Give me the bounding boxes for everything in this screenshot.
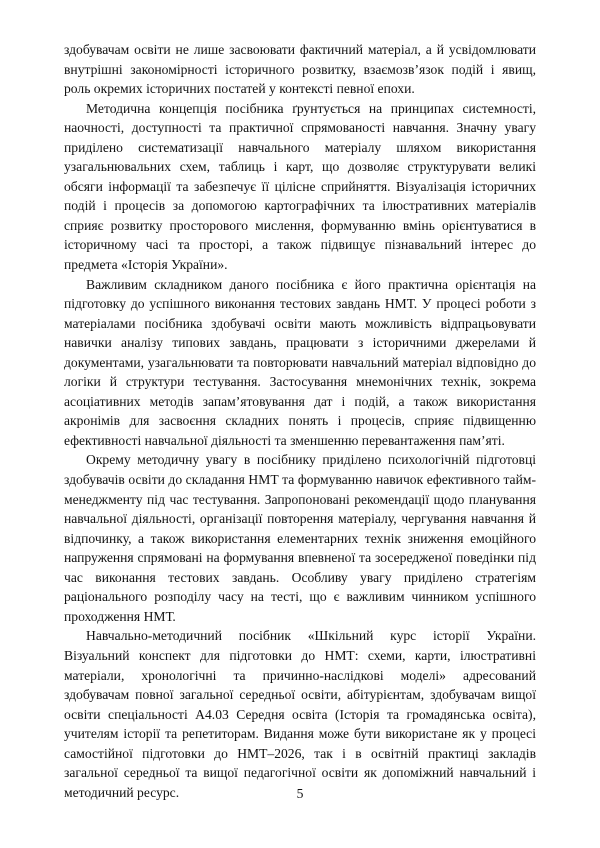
paragraph-4: Окрему методичну увагу в посібнику приділено психологічній підготовці здобувачів освіти до складання НМТ та формуванню навичок ефективного тайм-менеджменту під час тестування. Запропоновані рекомендації щодо планування навчальної діяльності, організації повторення матеріалу, чергування навчання й відпочинку, а також використання елементарних технік зниження емоційного напруження спрямовані на формування впевненої та зосередженої поведінки під час виконання тестових завдань. Особливу увагу приділено стратегіям раціонального розподілу часу на тесті, що є важливим чинником успішного проходження НМТ. <box>64 452 536 624</box>
document-page <box>64 40 536 802</box>
paragraph-3: Важливим складником даного посібника є його практична орієнтація на підготовку до успішного виконання тестових завдань НМТ. У процесі роботи з матеріалами посібника здобувачі освіти мають можливість відпрацьовувати навички аналізу типових завдань, працювати з історичними джерелами й документами, узагальнювати та повторювати навчальний матеріал відповідно до логіки й структури тестування. Застосування мнемонічних технік, зокрема асоціативних методів запам’ятовування дат і подій, а також використання акронімів для засвоєння складних понять і процесів, сприяє підвищенню ефективності навчальної діяльності та зменшенню перевантаження пам’яті. <box>64 276 536 448</box>
page-number: 5 <box>296 786 304 801</box>
paragraph-5: Навчально-методичний посібник «Шкільний курс історії України. Візуальний конспект для підготовки до НМТ: схеми, карти, ілюстративні матеріали, хронологічні та причинно-наслідкові моделі» адресований здобувачам повної загальної середньої освіти, абітурієнтам, здобувачам вищої освіти спеціальності А4.03 Середня освіта (Історія та громадянська освіта), учителям історії та репетиторам. Видання може бути використане як у процесі самостійної підготовки до НМТ–2026, так і в освітній практиці закладів загальної середньої та вищої педагогічної освіти як допоміжний навчальний і методичний ресурс. <box>64 628 536 800</box>
paragraph-1: здобувачам освіти не лише засвоювати фактичний матеріал, а й усвідомлювати внутрішні закономірності історичного розвитку, взаємозв’язок подій і явищ, роль окремих історичних постатей у контексті певної епохи. <box>64 42 536 97</box>
paragraph-2: Методична концепція посібника ґрунтується на принципах системності, наочності, доступності та практичної спрямованості навчання. Значну увагу приділено систематизації навчального матеріалу шляхом використання узагальнювальних схем, таблиць і карт, що дозволяє структурувати великі обсяги інформації та забезпечує її цілісне сприйняття. Візуалізація історичних подій і процесів за допомогою картографічних та ілюстративних матеріалів сприяє розвитку просторового мислення, формуванню вмінь орієнтуватися в історичному часі та просторі, а також підвищує пізнавальний інтерес до предмета «Історія України». <box>64 100 536 273</box>
